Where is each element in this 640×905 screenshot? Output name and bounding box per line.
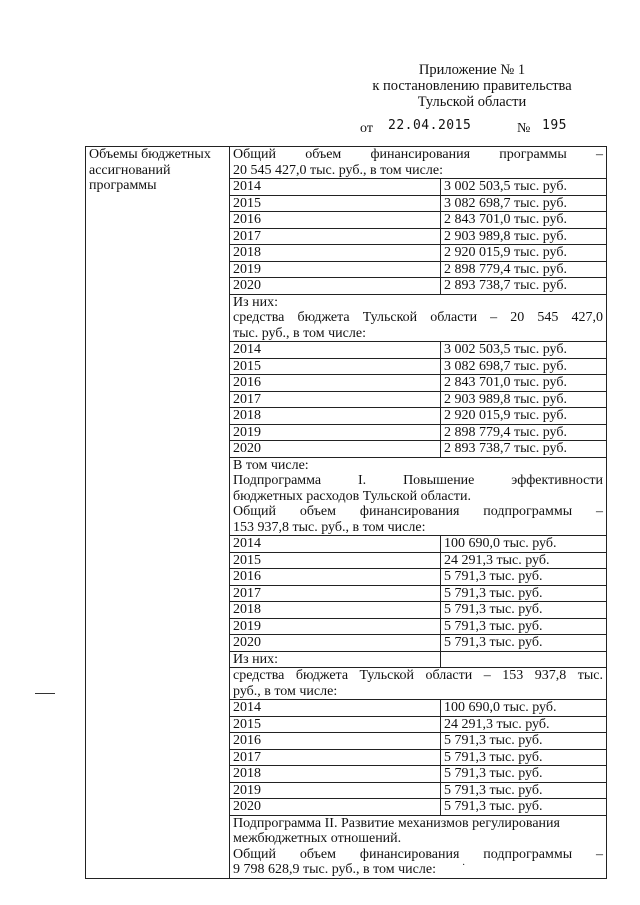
- amount-cell: 2 843 701,0 тыс. руб.: [441, 375, 607, 392]
- amount-cell: 5 791,3 тыс. руб.: [441, 585, 607, 602]
- year-cell: 2015: [230, 195, 441, 212]
- amount-cell: 5 791,3 тыс. руб.: [441, 618, 607, 635]
- amount-cell: 2 898 779,4 тыс. руб.: [441, 424, 607, 441]
- appendix-region: Тульской области: [417, 94, 527, 110]
- program-total: [230, 147, 607, 179]
- document-number: 195: [542, 118, 567, 133]
- year-cell: 2019: [230, 261, 441, 278]
- amount-cell: 5 791,3 тыс. руб.: [441, 799, 607, 816]
- amount-cell: 5 791,3 тыс. руб.: [441, 782, 607, 799]
- year-cell: 2015: [230, 716, 441, 733]
- amount-cell: 2 898 779,4 тыс. руб.: [441, 261, 607, 278]
- subprogram-2-line: Общий объем финансирования подпрограммы –: [233, 846, 603, 862]
- year-cell: 2019: [230, 618, 441, 635]
- scan-dot: ·: [462, 860, 466, 871]
- subprogram-1-regional-line: руб., в том числе:: [233, 683, 338, 699]
- amount-cell: 3 082 698,7 тыс. руб.: [441, 195, 607, 212]
- amount-cell: 2 893 738,7 тыс. руб.: [441, 441, 607, 458]
- year-cell: 2015: [230, 358, 441, 375]
- amount-cell: 5 791,3 тыс. руб.: [441, 569, 607, 586]
- regional-budget-total-line: средства бюджета Тульской области – 20 545 427,0: [233, 310, 603, 325]
- program-total-line: 20 545 427,0 тыс. руб., в том числе:: [233, 162, 443, 178]
- appendix-title: Приложение № 1: [418, 62, 526, 78]
- subprogram-2-line: 9 798 628,9 тыс. руб., в том числе:: [233, 862, 436, 877]
- amount-cell: 2 843 701,0 тыс. руб.: [441, 212, 607, 229]
- year-cell: 2019: [230, 782, 441, 799]
- subprogram-1-line: В том числе:: [233, 457, 309, 473]
- amount-cell: 2 920 015,9 тыс. руб.: [441, 245, 607, 262]
- year-cell: 2017: [230, 585, 441, 602]
- year-cell: 2014: [230, 342, 441, 359]
- year-cell: 2020: [230, 635, 441, 652]
- year-cell: 2015: [230, 552, 441, 569]
- year-cell: 2019: [230, 424, 441, 441]
- year-cell: 2017: [230, 391, 441, 408]
- year-cell: 2018: [230, 245, 441, 262]
- appendix-subtitle: к постановлению правительства: [372, 78, 572, 94]
- program-total-line: Общий объем финансирования программы –: [233, 147, 603, 162]
- year-cell: 2016: [230, 569, 441, 586]
- year-cell: 2018: [230, 766, 441, 783]
- amount-cell: 3 002 503,5 тыс. руб.: [441, 179, 607, 196]
- regional-budget-total-line: тыс. руб., в том числе:: [233, 325, 366, 341]
- year-cell: 2016: [230, 375, 441, 392]
- year-cell: 2020: [230, 441, 441, 458]
- regional-budget-total: [230, 294, 607, 342]
- subprogram-1-line: бюджетных расходов Тульской области.: [233, 488, 471, 504]
- subprogram-1-line: 153 937,8 тыс. руб., в том числе:: [233, 519, 426, 535]
- year-cell: 2017: [230, 228, 441, 245]
- amount-cell: 2 903 989,8 тыс. руб.: [441, 228, 607, 245]
- year-cell: 2020: [230, 278, 441, 295]
- number-label: №: [517, 121, 531, 136]
- margin-mark: [35, 693, 55, 694]
- subprogram-2: [230, 815, 607, 878]
- regional-budget-total-line: Из них:: [233, 294, 279, 310]
- amount-cell: 5 791,3 тыс. руб.: [441, 749, 607, 766]
- subprogram-2-line: Подпрограмма II. Развитие механизмов регулирования: [233, 815, 560, 831]
- amount-cell: 2 903 989,8 тыс. руб.: [441, 391, 607, 408]
- year-cell: 2017: [230, 749, 441, 766]
- amount-cell: 2 920 015,9 тыс. руб.: [441, 408, 607, 425]
- amount-cell: 2 893 738,7 тыс. руб.: [441, 278, 607, 295]
- subprogram-1-line: Общий объем финансирования подпрограммы –: [233, 504, 603, 519]
- date-prefix: от: [360, 121, 373, 136]
- subprogram-1-regional: [230, 668, 607, 700]
- year-cell: 2020: [230, 799, 441, 816]
- amount-cell: 3 082 698,7 тыс. руб.: [441, 358, 607, 375]
- empty-cell: [441, 651, 607, 668]
- amount-cell: 24 291,3 тыс. руб.: [441, 552, 607, 569]
- of-them-label: Из них:: [230, 651, 441, 668]
- year-cell: 2014: [230, 700, 441, 717]
- year-cell: 2016: [230, 212, 441, 229]
- amount-cell: 5 791,3 тыс. руб.: [441, 602, 607, 619]
- subprogram-1-regional-line: средства бюджета Тульской области – 153 937,8 тыс.: [233, 668, 603, 683]
- amount-cell: 5 791,3 тыс. руб.: [441, 766, 607, 783]
- year-cell: 2016: [230, 733, 441, 750]
- amount-cell: 5 791,3 тыс. руб.: [441, 635, 607, 652]
- amount-cell: 100 690,0 тыс. руб.: [441, 536, 607, 553]
- subprogram-1-line: Подпрограмма I. Повышение эффективности: [233, 473, 603, 488]
- year-cell: 2014: [230, 179, 441, 196]
- document-date: 22.04.2015: [388, 118, 472, 133]
- year-cell: 2014: [230, 536, 441, 553]
- budget-label-cell: Объемы бюджетных ассигнований программы: [86, 147, 230, 879]
- budget-table: [85, 146, 607, 879]
- year-cell: 2018: [230, 408, 441, 425]
- subprogram-2-line: межбюджетных отношений.: [233, 831, 402, 846]
- year-cell: 2018: [230, 602, 441, 619]
- amount-cell: 5 791,3 тыс. руб.: [441, 733, 607, 750]
- amount-cell: 3 002 503,5 тыс. руб.: [441, 342, 607, 359]
- amount-cell: 100 690,0 тыс. руб.: [441, 700, 607, 717]
- subprogram-1: [230, 457, 607, 536]
- amount-cell: 24 291,3 тыс. руб.: [441, 716, 607, 733]
